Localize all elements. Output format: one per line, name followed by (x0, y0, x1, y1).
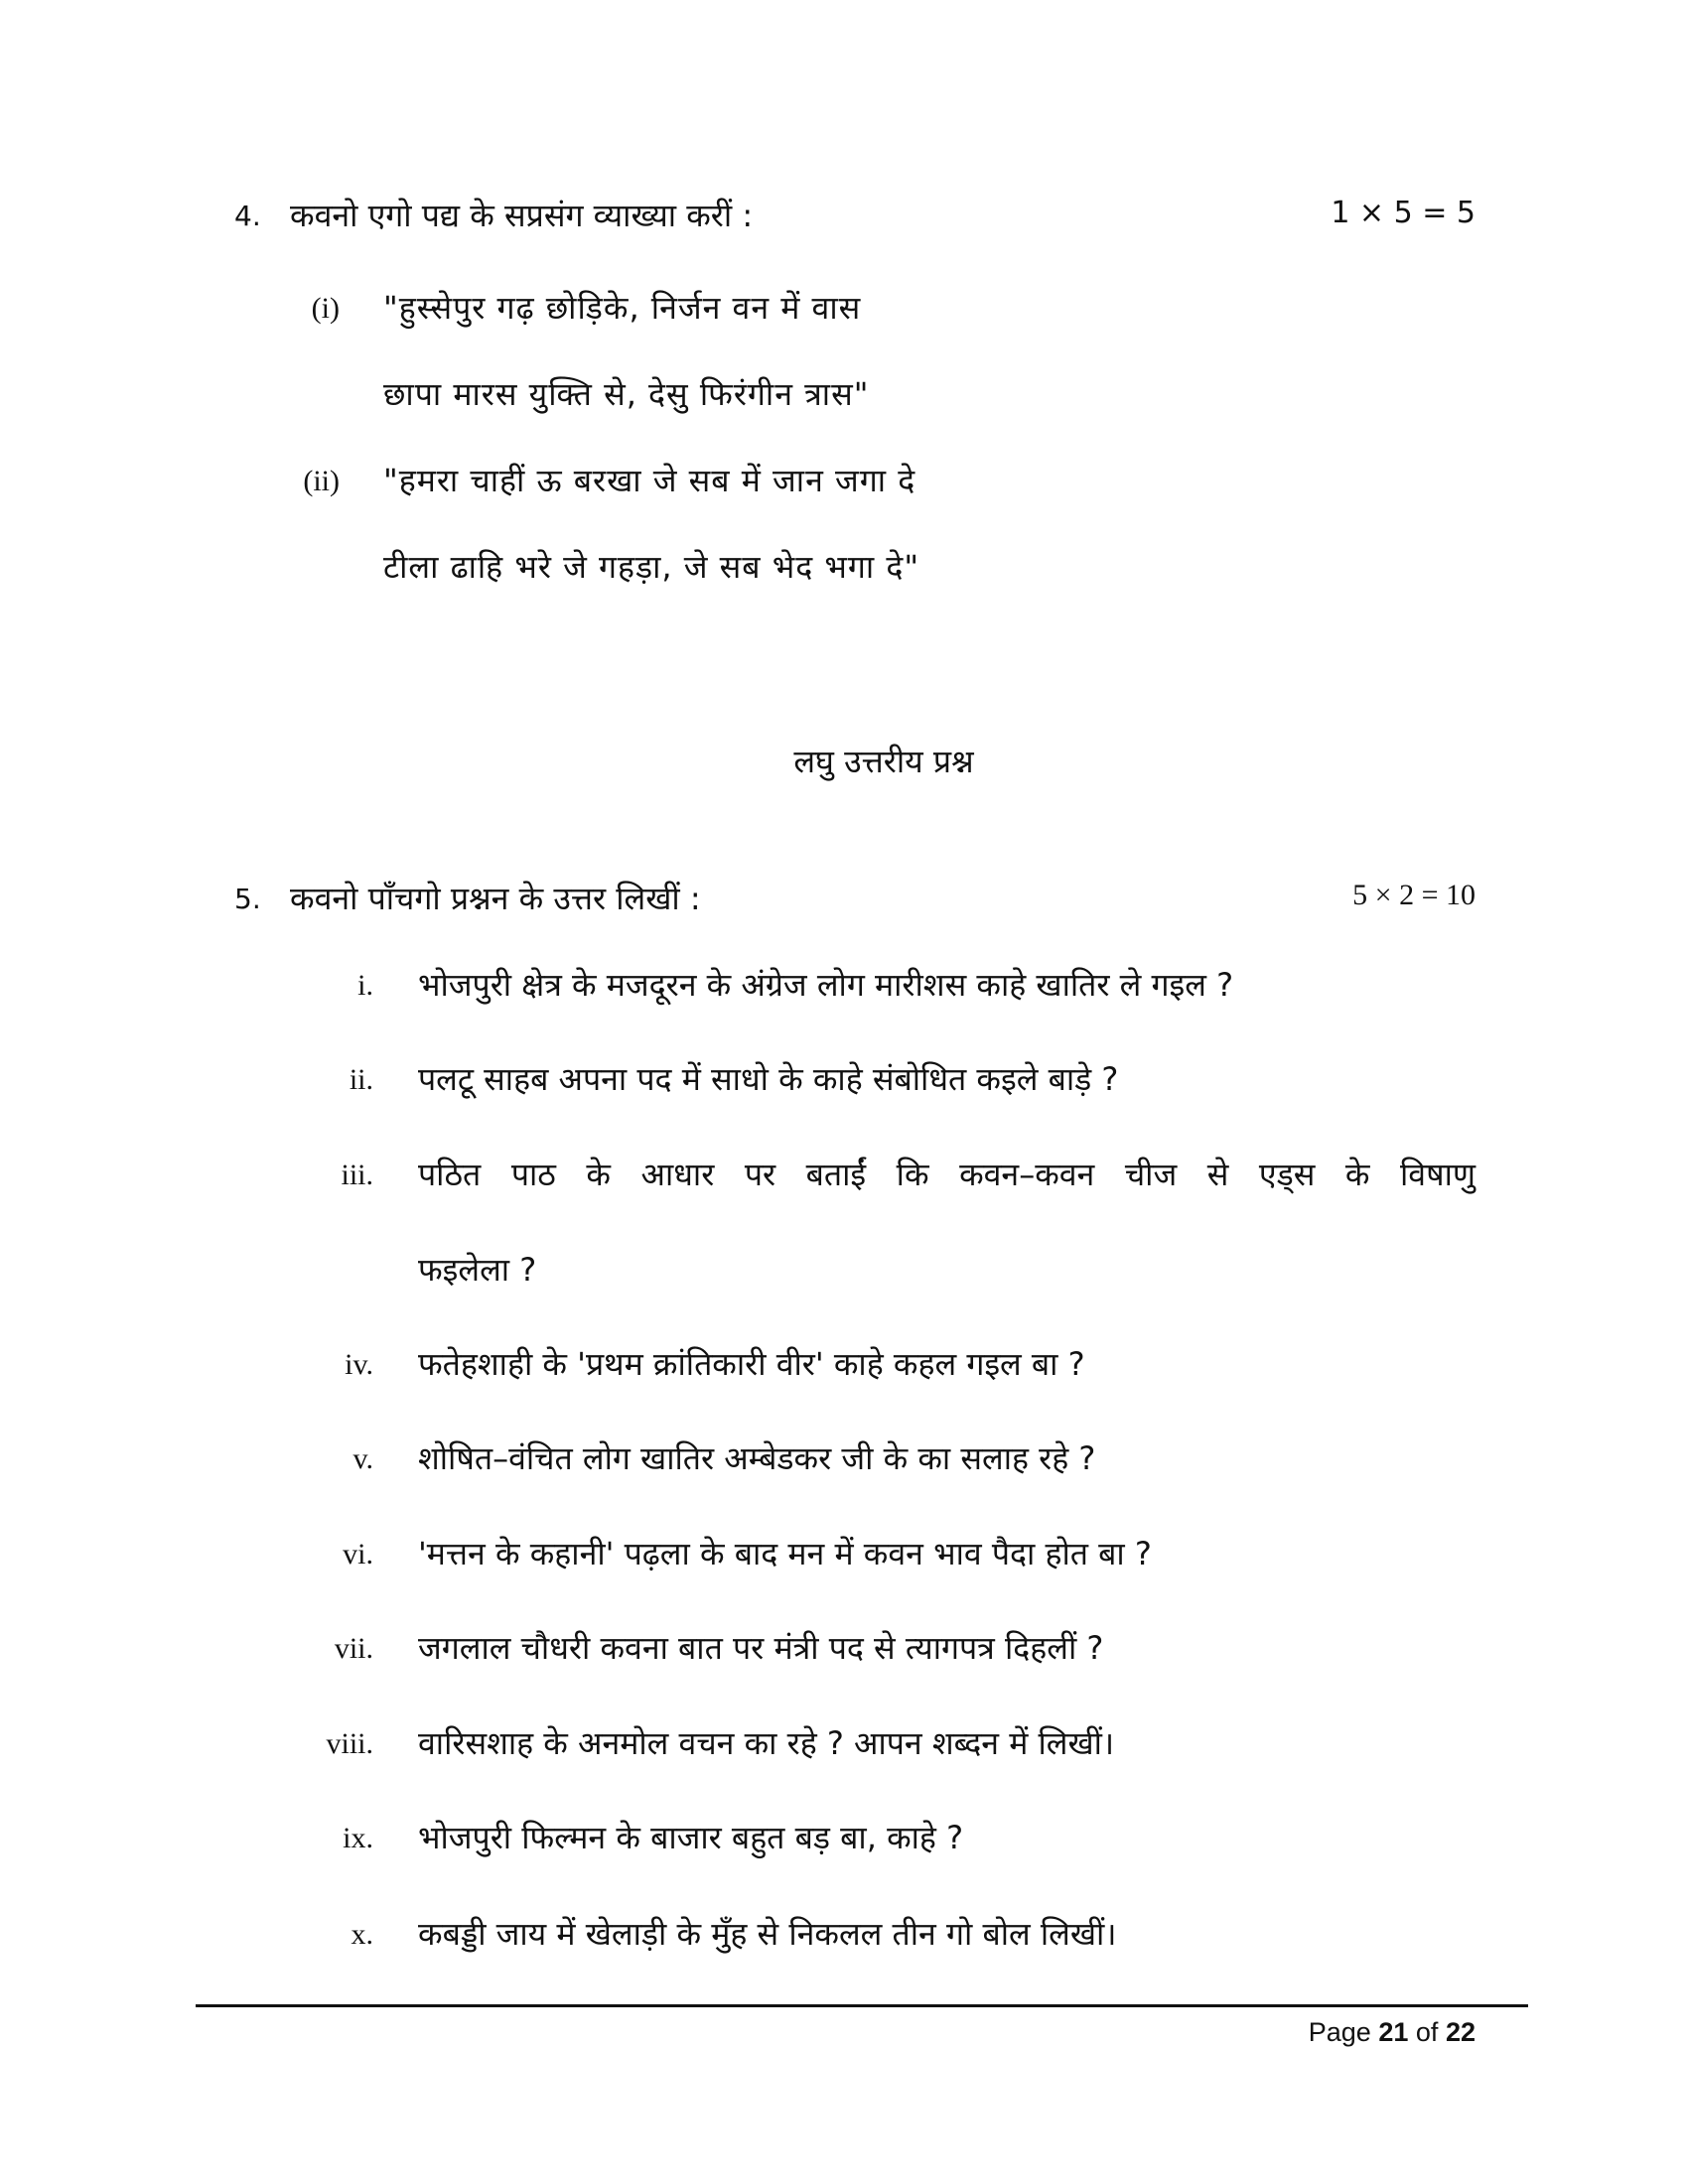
question-5-item-label: vi. (343, 1538, 373, 1570)
page-total: 22 (1445, 2017, 1476, 2047)
question-5-item-label: iii. (341, 1159, 373, 1191)
page-number (1309, 2017, 1476, 2048)
question-5-item-text: 'मत्तन के कहानी' पढ़ला के बाद मन में कवन भाव पैदा होत बा ? (418, 1535, 1152, 1572)
question-5-item-label: vii. (334, 1632, 373, 1665)
question-4-part-label: (ii) (303, 465, 340, 497)
question-5-number: 5. (234, 883, 261, 915)
question-5-item-text: भोजपुरी क्षेत्र के मजदूरन के अंग्रेज लोग मारीशस काहे खातिर ले गइल ? (418, 966, 1234, 1004)
page-prefix: Page (1308, 2017, 1371, 2047)
question-5-item-label: ix. (343, 1822, 373, 1854)
question-4-marks: 1 × 5 = 5 (1331, 196, 1476, 230)
question-5-item-text: पठित पाठ के आधार पर बताईं कि कवन–कवन चीज से एड्स के विषाणु (418, 1156, 1476, 1193)
page-current: 21 (1378, 2017, 1409, 2047)
question-5-item-text: पलटू साहब अपना पद में साधो के काहे संबोधित कइले बाड़े ? (418, 1060, 1119, 1098)
question-4-number: 4. (234, 200, 261, 232)
question-5-item-label: ii. (349, 1063, 373, 1096)
question-5-item-text: शोषित–वंचित लोग खातिर अम्बेडकर जी के का सलाह रहे ? (418, 1439, 1096, 1477)
section-heading: लघु उत्तरीय प्रश्न (793, 743, 974, 780)
question-4-part-line: "हुस्सेपुर गढ़ छोड़िके, निर्जन वन में वास (383, 289, 862, 327)
question-5-prompt: कवनो पाँचगो प्रश्नन के उत्तर लिखीं : (290, 880, 701, 917)
question-5-item-label: viii. (326, 1727, 373, 1760)
question-5-item-text: जगलाल चौधरी कवना बात पर मंत्री पद से त्यागपत्र दिहलीं ? (418, 1629, 1104, 1667)
question-4-part-line: टीला ढाहि भरे जे गहड़ा, जे सब भेद भगा दे" (383, 548, 920, 586)
question-5-item-text: कबड्डी जाय में खेलाड़ी के मुँह से निकलल तीन गो बोल लिखीं। (418, 1915, 1117, 1953)
question-5-marks: 5 × 2 = 10 (1352, 879, 1476, 911)
question-5-item-text: भोजपुरी फिल्मन के बाजार बहुत बड़ बा, काहे ? (418, 1819, 964, 1856)
footer-divider (196, 2004, 1528, 2007)
question-4-part-line: "हमरा चाहीं ऊ बरखा जे सब में जान जगा दे (383, 462, 916, 499)
question-5-item-label: i. (357, 969, 373, 1002)
question-4-prompt: कवनो एगो पद्य के सप्रसंग व्याख्या करीं : (290, 197, 754, 234)
question-5-item-text: फतेहशाही के 'प्रथम क्रांतिकारी वीर' काहे कहल गइल बा ? (418, 1345, 1085, 1383)
question-5-item-continuation: फइलेला ? (418, 1251, 537, 1289)
page-separator: of (1415, 2017, 1439, 2047)
question-5-item-label: x. (351, 1918, 373, 1951)
question-4-part-label: (i) (311, 292, 340, 325)
question-4-part-line: छापा मारस युक्ति से, देसु फिरंगीन त्रास" (383, 375, 870, 413)
question-5-item-label: v. (352, 1442, 373, 1475)
question-5-item-text: वारिसशाह के अनमोल वचन का रहे ? आपन शब्दन में लिखीं। (418, 1724, 1115, 1762)
question-5-item-label: iv. (345, 1348, 373, 1381)
